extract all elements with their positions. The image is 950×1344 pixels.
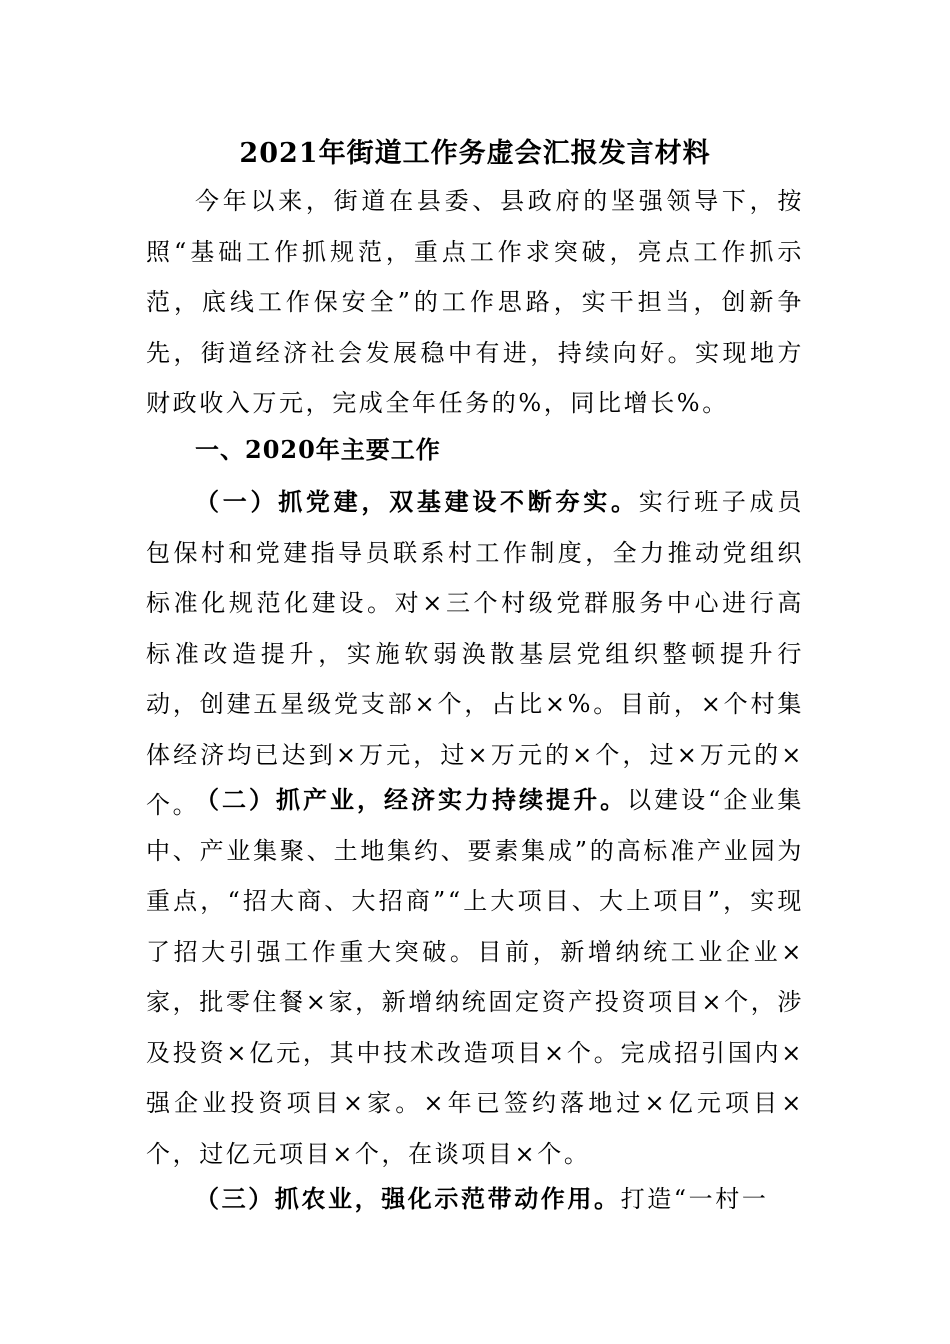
paragraph-agriculture: [146, 1174, 804, 1225]
paragraph-text: 打造“一村一: [620, 1185, 769, 1213]
intro-paragraph: 今年以来，街道在县委、县政府的坚强领导下，按照“基础工作抓规范，重点工作求突破，亮点工作抓示范，底线工作保安全”的工作思路，实干担当，创新争先，街道经济社会发展稳中有进，持续向好。实现地方财政收入万元，完成全年任务的%，同比增长%。: [146, 187, 804, 417]
document-title: 2021年街道工作务虚会汇报发言材料: [239, 138, 711, 169]
paragraph-lead: （三）抓农业，强化示范带动作用。: [195, 1184, 621, 1213]
paragraph-lead: （二）抓产业，经济实力持续提升。: [195, 785, 628, 814]
section-heading: 一、2020年主要工作: [195, 435, 441, 464]
paragraph-text: 以建设“企业集中、产业集聚、土地集约、要素集成”的高标准产业园为重点，“招大商、大招商”“上大项目、大上项目”，实现了招大引强工作重大突破。目前，新增纳统工业企业×家，批零住餐×家，新增纳统固定资产投资项目×个，涉及投资×亿元，其中技术改造项目×个。完成招引国内×强企业投资项目×家。×年已签约落地过×亿元项目×个，过亿元项目×个，在谈项目×个。: [146, 786, 804, 1168]
paragraph-text: 实行班子成员包保村和党建指导员联系村工作制度，全力推动党组织标准化规范化建设。对×三个村级党群服务中心进行高标准改造提升，实施软弱涣散基层党组织整顿提升行动，创建五星级党支部×个，占比×%。目前，×个村集体经济均已达到×万元，过×万元的×个，过×万元的×个。: [146, 488, 804, 819]
paragraph-industry: [146, 775, 804, 1179]
paragraph-lead: （一）抓党建，双基建设不断夯实。: [195, 487, 639, 516]
